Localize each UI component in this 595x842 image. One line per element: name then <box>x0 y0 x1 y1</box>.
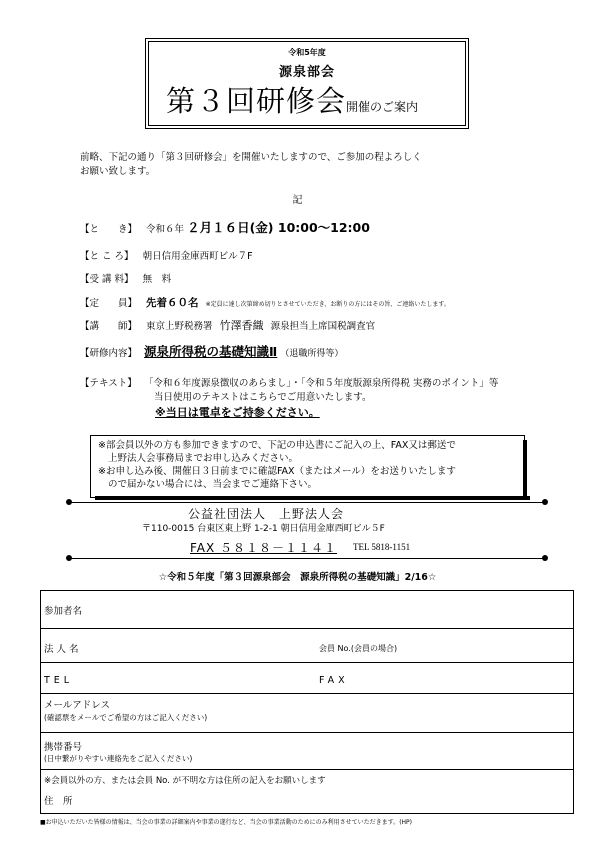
form-heading: ☆令和５年度「第３回源泉部会 源泉所得税の基礎知識」2/16☆ <box>158 572 437 583</box>
corp-name-label: 法 人 名 <box>44 644 79 655</box>
intro-line-2: お願い致します。 <box>80 166 156 177</box>
page-title <box>166 84 418 124</box>
application-form <box>40 590 574 814</box>
address-label: 住 所 <box>44 796 73 807</box>
intro-text <box>80 151 422 179</box>
notice-line-1: ※部会員以外の方も参加できますので、下記の申込書にご記入の上、FAX又は郵送で <box>98 440 456 451</box>
fee-row <box>80 273 171 287</box>
mobile-label: 携帯番号 <box>44 742 83 753</box>
divider-dot-right-2 <box>542 555 548 561</box>
privacy-footer: ■お申込いただいた皆様の情報は、当会の事業の詳細案内や事業の遂行など、当会の事業活動のためにのみ利用させていただきます。(HP) <box>40 819 413 826</box>
lecturer-row <box>80 319 375 334</box>
content-row <box>80 345 343 361</box>
calculator-note: ※当日は電卓をご持参ください。 <box>155 406 320 419</box>
text-row <box>80 377 498 391</box>
place-label: 【と こ ろ】 <box>80 251 134 262</box>
era-label: 令和5年度 <box>288 48 326 57</box>
divider-dot-right <box>542 499 548 505</box>
divider-top <box>69 502 545 503</box>
fee-label: 【受 講 料】 <box>80 274 134 285</box>
text-value: 「令和６年度源泉徴収のあらまし」・「令和５年度版源泉所得税 実務のポイント」等 <box>143 378 499 389</box>
email-label: メールアドレス <box>44 700 111 711</box>
divider-bottom <box>69 558 545 559</box>
ki-label: 記 <box>292 195 303 206</box>
member-no-label: 会員 No.(会員の場合) <box>319 644 398 653</box>
place-row <box>80 250 253 264</box>
lecturer-title: 源泉担当上席国税調査官 <box>270 321 376 332</box>
title-box <box>145 38 469 129</box>
notice-line-4: ので届かない場合には、当会までご連絡下さい。 <box>108 479 318 490</box>
page-title-suffix: 開催のご案内 <box>346 100 419 114</box>
org-address: 〒110-0015 台東区東上野 1-2-1 朝日信用金庫西町ビル５F <box>142 524 385 534</box>
date-row <box>80 221 370 237</box>
text-line-2: 当日使用のテキストはこちらでご用意いたします。 <box>154 392 372 403</box>
notice-line-2: 上野法人会事務局までお申し込みください。 <box>108 453 299 464</box>
date-prefix: 令和６年 <box>146 224 185 235</box>
org-name: 公益社団法人 上野法人会 <box>188 507 345 521</box>
capacity-row <box>80 296 450 312</box>
capacity-note: ※定員に達し次第締め切りとさせていただき、お断りの方にはその旨、ご連絡いたします。 <box>205 301 450 308</box>
page-title-main: 第３回研修会 <box>166 84 347 118</box>
capacity-label: 【定 員】 <box>80 298 138 309</box>
date-label: 【と き】 <box>80 224 138 235</box>
intro-line-1: 前略、下記の通り「第３回研修会」を開催いたしますので、ご参加の程よろしく <box>80 152 422 163</box>
content-note: （退職所得等） <box>280 349 344 359</box>
mobile-note: (日中繋がりやすい連絡先をご記入ください) <box>44 754 193 763</box>
fax-label: FAX <box>319 675 349 686</box>
org-fax: FAX ５８１８－１１４１ <box>190 541 338 555</box>
notice-line-3: ※お申し込み後、開催日３日前までに確認FAX（またはメール）をお送りいたします <box>98 466 456 477</box>
email-note: (確認票をメールでご希望の方はご記入ください) <box>44 713 208 722</box>
fee-value: 無 料 <box>142 274 172 285</box>
org-tel: TEL 5818-1151 <box>353 542 411 552</box>
lecturer-label: 【講 師】 <box>80 321 138 332</box>
group-name: 源泉部会 <box>278 65 335 80</box>
date-value: ２月１６日(金) 10:00～12:00 <box>187 220 370 235</box>
capacity-value: 先着６０名 <box>146 297 199 309</box>
place-value: 朝日信用金庫西町ビル７F <box>142 251 253 262</box>
content-value: 源泉所得税の基礎知識Ⅱ <box>144 344 278 359</box>
lecturer-name: 竹澤香織 <box>219 319 264 332</box>
notice-box <box>90 435 525 498</box>
text-label: 【テキスト】 <box>80 378 137 389</box>
tel-label: TEL <box>44 675 74 686</box>
lecturer-office: 東京上野税務署 <box>146 321 213 332</box>
address-note: ※会員以外の方、または会員 No. が不明な方は住所の記入をお願いします <box>44 776 326 786</box>
content-label: 【研修内容】 <box>80 348 138 359</box>
participant-label: 参加者名 <box>44 606 83 617</box>
